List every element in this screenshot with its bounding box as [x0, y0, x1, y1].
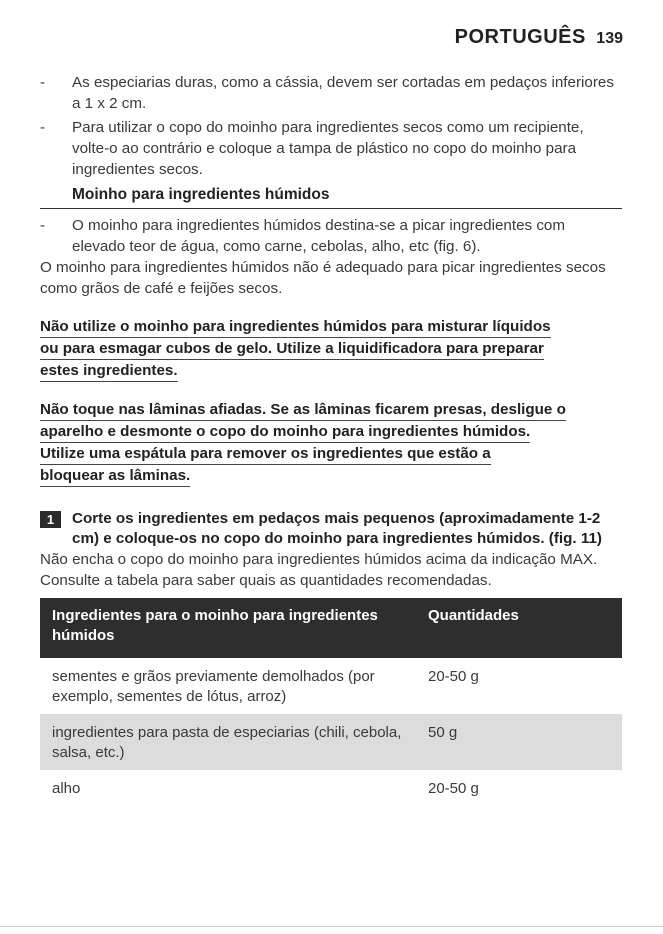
step-note: Não encha o copo do moinho para ingredientes húmidos acima da indicação MAX.: [40, 551, 598, 568]
table-header-ingredients: Ingredientes para o moinho para ingredientes húmidos: [40, 598, 416, 658]
bullet-item: [40, 117, 622, 180]
table-row: [40, 770, 622, 810]
warning-line: Não toque nas lâminas afiadas. Se as lâminas ficarem presas, desligue o: [40, 400, 566, 421]
page-bottom-rule: [0, 926, 663, 927]
warning-line: Utilize uma espátula para remover os ingredientes que estão a: [40, 444, 491, 465]
table-row: [40, 714, 622, 770]
table-row: [40, 658, 622, 714]
warning-line: bloquear as lâminas.: [40, 466, 190, 487]
bullet-dash: -: [40, 119, 46, 136]
bullet-text: Para utilizar o copo do moinho para ingredientes secos como um recipiente, volte-o ao contrário e coloque a tampa de plástico no copo do moinho para ingredientes secos.: [72, 119, 584, 178]
table-cell-ingredient: alho: [52, 780, 81, 797]
warning-line: aparelho e desmonte o copo do moinho para ingredientes húmidos.: [40, 422, 530, 443]
table-cell-ingredient: ingredientes para pasta de especiarias (chili, cebola, salsa, etc.): [40, 714, 416, 770]
warning-line: Não utilize o moinho para ingredientes húmidos para misturar líquidos: [40, 317, 551, 338]
step-fig-ref: (fig. 11): [548, 530, 602, 547]
section-heading: Moinho para ingredientes húmidos: [40, 184, 622, 209]
table-cell-quantity: 50 g: [416, 714, 622, 770]
section-note: O moinho para ingredientes húmidos não é adequado para picar ingredientes secos como grãos de café e feijões secos.: [40, 259, 606, 297]
page-content: [40, 72, 622, 810]
bullet-item: [40, 215, 622, 257]
language-title: PORTUGUÊS: [454, 26, 586, 48]
bullet-text: O moinho para ingredientes húmidos destina-se a picar ingredientes com elevado teor de água, como carne, cebolas, alho, etc (fig. 6).: [72, 217, 566, 255]
step-note: Consulte a tabela para saber quais as quantidades recomendadas.: [40, 572, 492, 589]
warning-block: [40, 316, 622, 382]
bullet-dash: -: [40, 74, 46, 91]
table-cell-quantity: 20-50 g: [428, 780, 479, 797]
warning-line: estes ingredientes.: [40, 361, 178, 382]
bullet-dash: -: [40, 217, 46, 234]
step-text: Corte os ingredientes em pedaços mais pequenos (aproximadamente 1-2 cm) e coloque-os no copo do moinho para ingredientes húmidos.: [72, 510, 601, 547]
quantities-table: [40, 598, 622, 810]
table-header-quantities: Quantidades: [416, 598, 622, 658]
bullet-item: [40, 72, 622, 114]
warning-block: [40, 399, 622, 487]
warning-line: ou para esmagar cubos de gelo. Utilize a liquidificadora para preparar: [40, 339, 544, 360]
table-cell-quantity: 20-50 g: [428, 668, 479, 685]
step-instruction: [40, 509, 622, 549]
page-header: [455, 26, 623, 49]
table-cell-ingredient: sementes e grãos previamente demolhados (por exemplo, sementes de lótus, arroz): [52, 668, 375, 705]
step-number-badge: 1: [40, 511, 61, 528]
table-header-row: [40, 598, 622, 658]
bullet-text: As especiarias duras, como a cássia, devem ser cortadas em pedaços inferiores a 1 x 2 cm.: [72, 74, 614, 112]
page-number: 139: [596, 30, 623, 47]
